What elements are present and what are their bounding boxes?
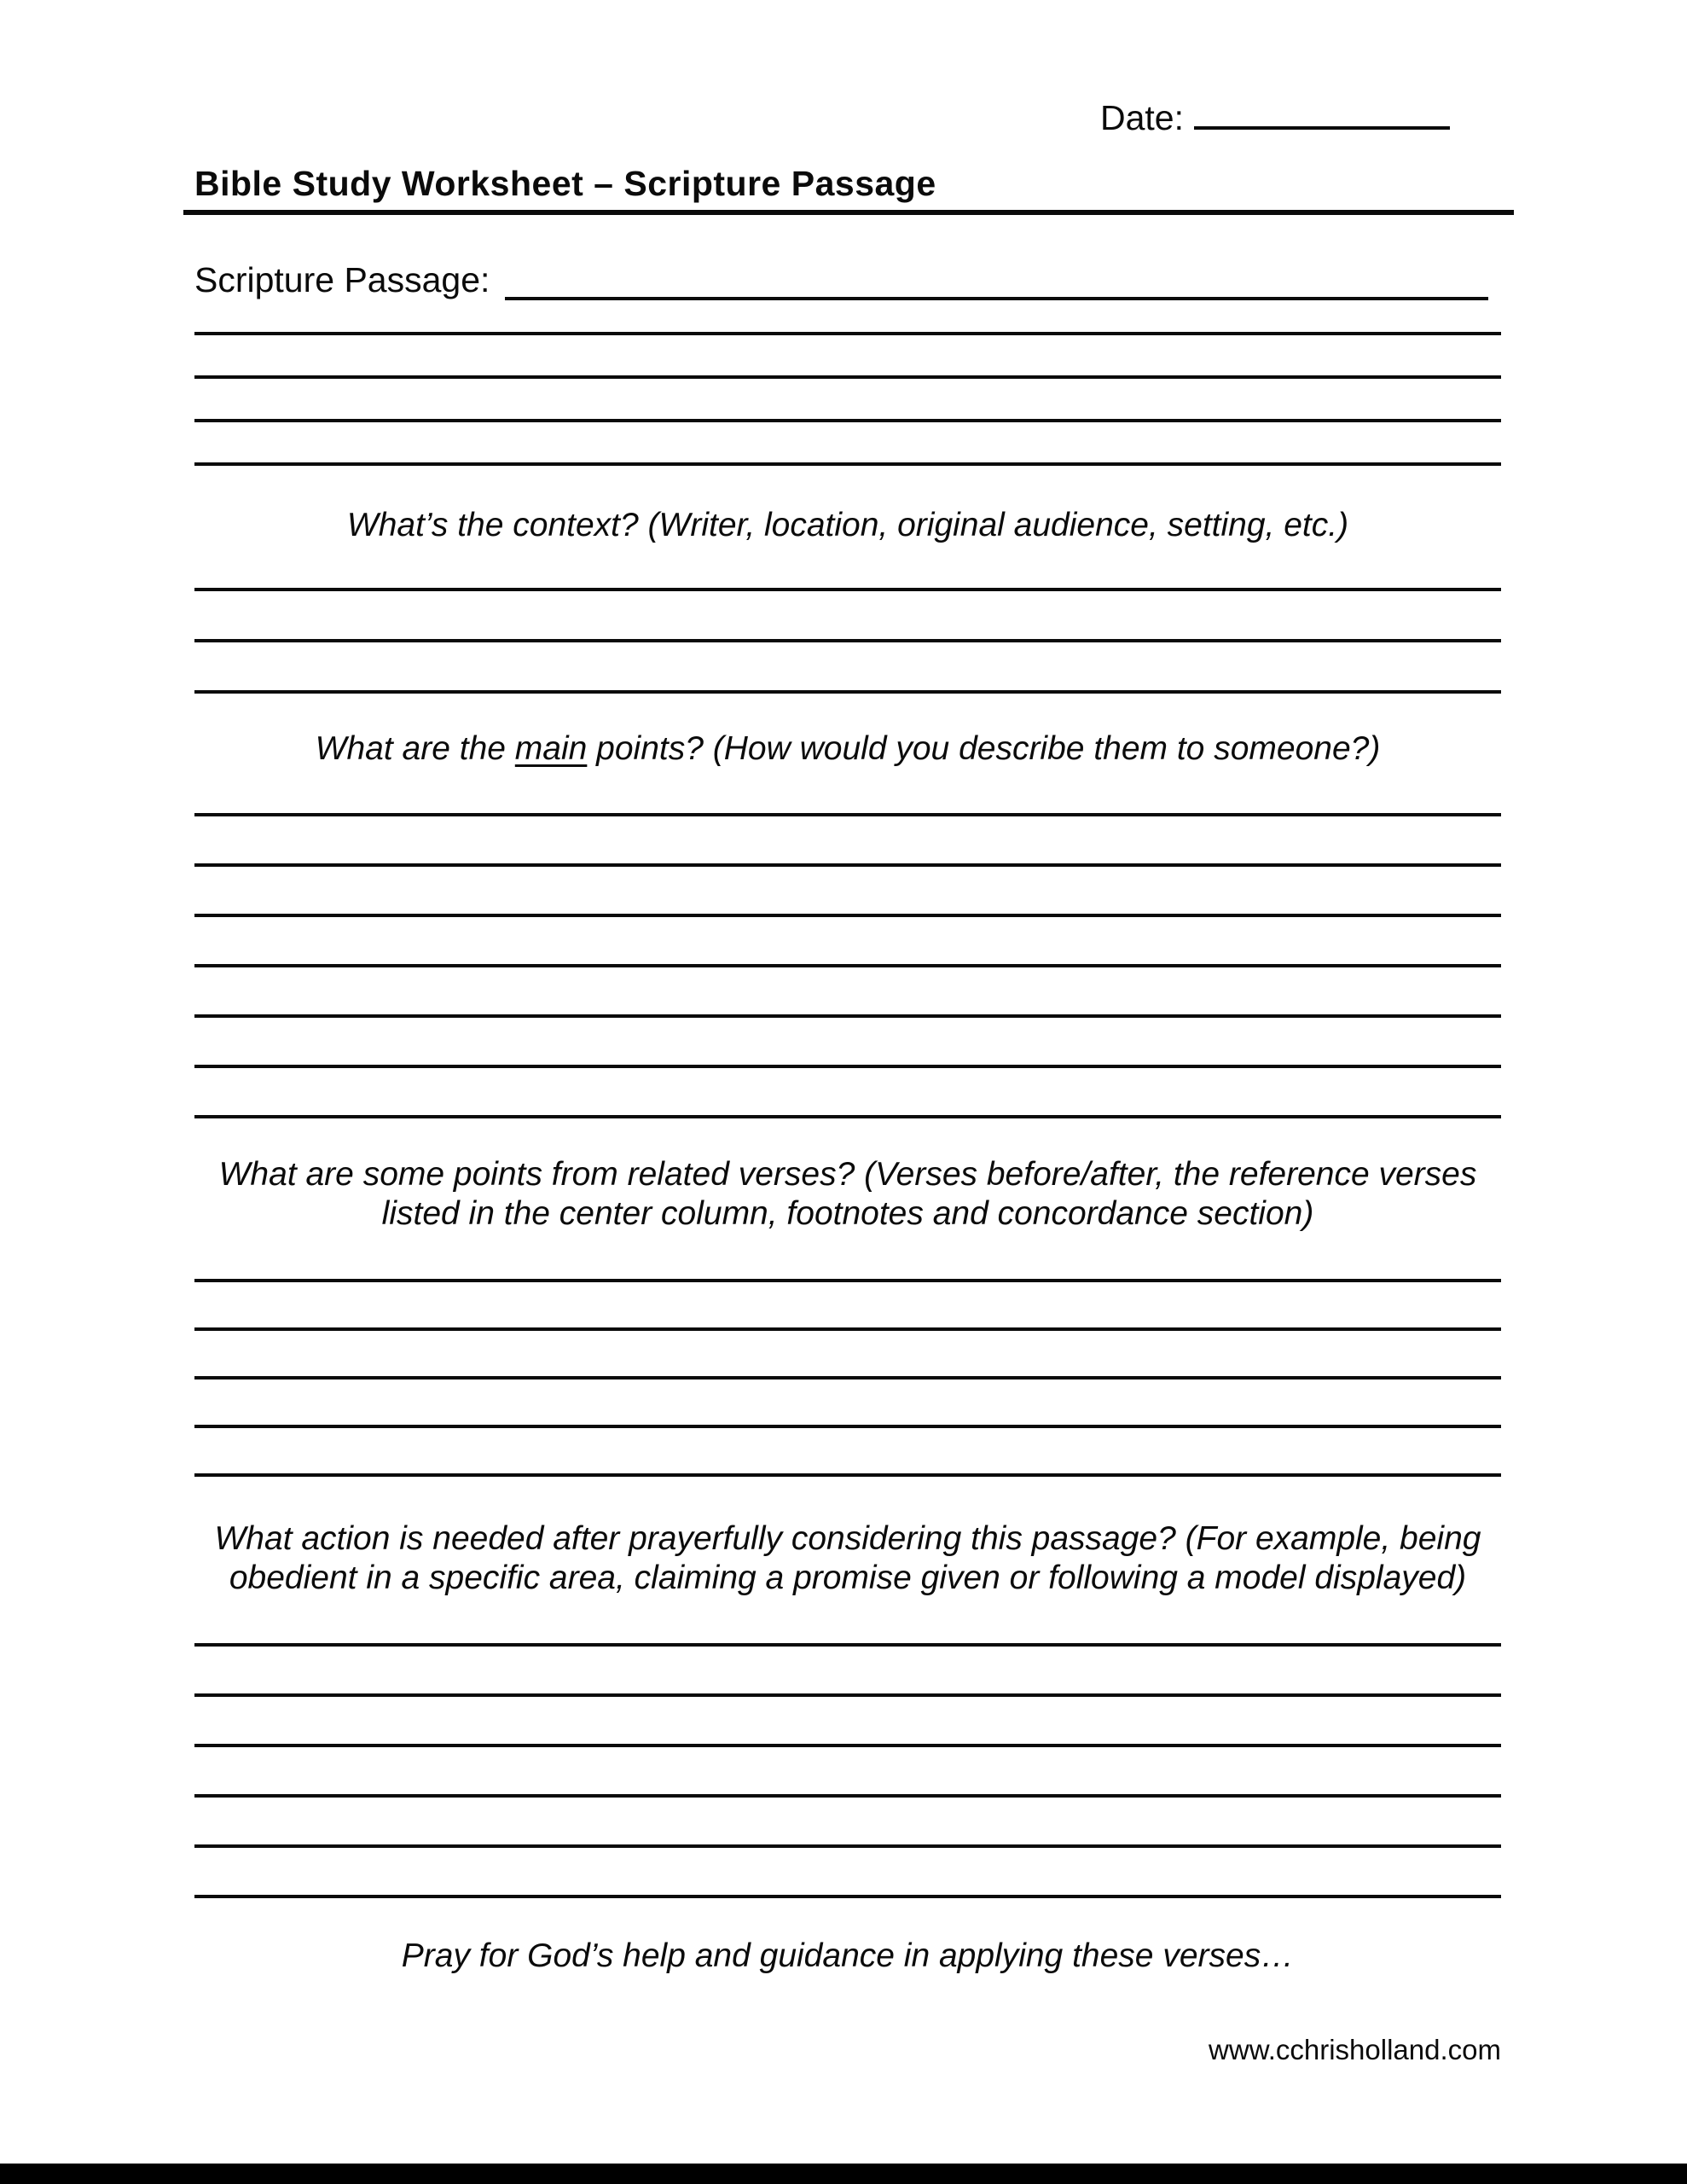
question-text-line: What are the main points? (How would you describe them to someone?)	[315, 730, 1381, 767]
answer-line	[194, 1014, 1501, 1018]
answer-line	[194, 1376, 1501, 1380]
website-url: www.cchrisholland.com	[1209, 2034, 1501, 2065]
answer-line	[194, 375, 1501, 379]
question-action	[194, 1519, 1501, 1598]
answer-line	[194, 1693, 1501, 1697]
answer-lines-related-verses	[194, 1279, 1501, 1477]
question-text-line: obedient in a specific area, claiming a promise given or following a model displayed)	[229, 1560, 1467, 1596]
date-blank-line	[1194, 94, 1450, 130]
title-underline	[183, 210, 1514, 215]
answer-line	[194, 690, 1501, 694]
answer-line	[194, 639, 1501, 642]
scripture-answer-lines	[194, 332, 1501, 466]
answer-line	[194, 1065, 1501, 1068]
prayer-instruction: Pray for God’s help and guidance in applying these verses…	[401, 1937, 1295, 1974]
answer-line	[194, 1327, 1501, 1331]
scripture-passage-field	[194, 259, 1501, 300]
question-text-line: listed in the center column, footnotes and concordance section)	[381, 1195, 1314, 1232]
answer-line	[194, 1643, 1501, 1647]
answer-line	[194, 1794, 1501, 1798]
answer-line	[194, 1844, 1501, 1848]
answer-line	[194, 1425, 1501, 1428]
question-main-points	[194, 729, 1501, 769]
section-action	[194, 1519, 1501, 1898]
answer-lines-main-points	[194, 813, 1501, 1118]
question-text-line: What are some points from related verses? (Verses before/after, the reference verses	[218, 1156, 1477, 1193]
question-sections	[194, 506, 1501, 1898]
answer-line	[194, 332, 1501, 335]
answer-line	[194, 1115, 1501, 1118]
answer-lines-action	[194, 1643, 1501, 1898]
answer-line	[194, 419, 1501, 422]
scripture-passage-label: Scripture Passage:	[194, 260, 490, 299]
answer-line	[194, 1895, 1501, 1898]
answer-lines-context	[194, 588, 1501, 694]
scan-bottom-edge	[0, 2164, 1687, 2184]
question-text-line: What action is needed after prayerfully considering this passage? (For example, being	[214, 1520, 1481, 1557]
section-related-verses	[194, 1155, 1501, 1477]
question-related-verses	[194, 1155, 1501, 1234]
section-context	[194, 506, 1501, 694]
date-field	[194, 0, 1450, 138]
answer-line	[194, 863, 1501, 867]
question-text-line: What’s the context? (Writer, location, original audience, setting, etc.)	[346, 507, 1349, 543]
answer-line	[194, 813, 1501, 816]
answer-line	[194, 964, 1501, 967]
answer-line	[194, 462, 1501, 466]
page-title: Bible Study Worksheet – Scripture Passage	[194, 164, 936, 203]
answer-line	[194, 1279, 1501, 1282]
question-context	[194, 506, 1501, 545]
answer-line	[194, 1473, 1501, 1477]
answer-line	[194, 588, 1501, 591]
scripture-passage-blank-line	[505, 263, 1488, 300]
answer-line	[194, 914, 1501, 917]
section-main-points	[194, 729, 1501, 1118]
date-label: Date:	[1100, 98, 1184, 137]
answer-line	[194, 1744, 1501, 1747]
